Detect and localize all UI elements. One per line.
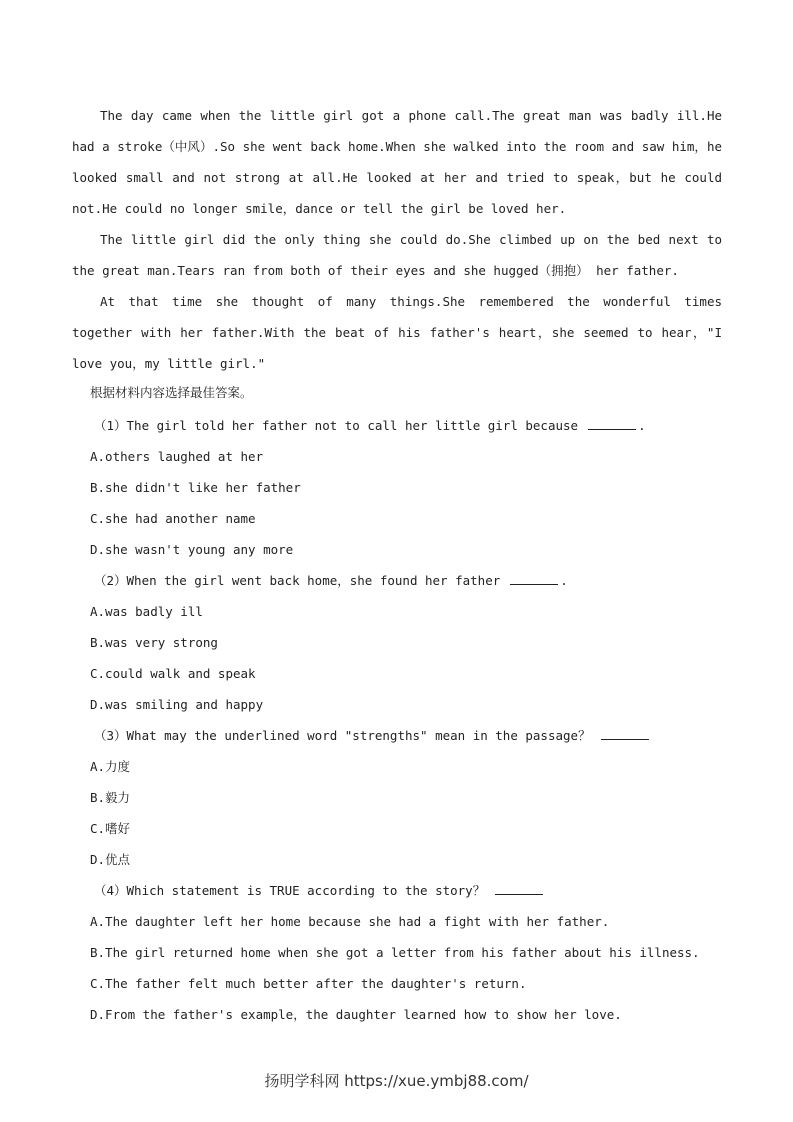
question-4-option-a: A.The daughter left her home because she had a fight with her father. bbox=[90, 914, 610, 929]
question-instruction: 根据材料内容选择最佳答案。 bbox=[90, 385, 253, 400]
question-1-option-d: D.she wasn't young any more bbox=[90, 542, 294, 557]
footer-watermark: 扬明学科网 https://xue.ymbj88.com/ bbox=[264, 1072, 529, 1090]
question-2-option-a: A.was badly ill bbox=[90, 604, 203, 619]
question-4-text: （4）Which statement is TRUE according to the story？ bbox=[94, 883, 486, 898]
answer-blank-4[interactable] bbox=[495, 882, 543, 895]
question-4-option-b: B.The girl returned home when she got a letter from his father about his illness. bbox=[90, 945, 700, 960]
question-3-option-d: D.优点 bbox=[90, 852, 131, 867]
question-1-option-b: B.she didn't like her father bbox=[90, 480, 301, 495]
passage-paragraph-1: The day came when the little girl got a phone call.The great man was badly ill.He had a stroke（中风）.So she went back home.When she walked into the room and saw him，he looked small and not strong at all.He looked at her and tried to speak，but he could not.He could no longer smile，dance or tell the girl be loved her. bbox=[72, 108, 722, 216]
question-4-option-d: D.From the father's example，the daughter learned how to show her love. bbox=[90, 1007, 622, 1022]
question-2-end: . bbox=[560, 573, 568, 588]
question-3-stem bbox=[90, 720, 730, 751]
question-1-text: （1）The girl told her father not to call her little girl because bbox=[94, 418, 579, 433]
answer-blank-2[interactable] bbox=[510, 572, 558, 585]
question-3-text: （3）What may the underlined word "strengths" mean in the passage？ bbox=[94, 728, 591, 743]
question-4-stem bbox=[90, 875, 730, 906]
reading-passage bbox=[72, 100, 722, 379]
question-3-option-a: A.力度 bbox=[90, 759, 131, 774]
question-2-stem bbox=[90, 565, 730, 596]
passage-paragraph-3: At that time she thought of many things.She remembered the wonderful times together with her father.With the beat of his father's heart，she seemed to hear，"I love you，my little girl." bbox=[72, 294, 722, 371]
question-2-option-c: C.could walk and speak bbox=[90, 666, 256, 681]
question-2-option-b: B.was very strong bbox=[90, 635, 218, 650]
question-1-option-c: C.she had another name bbox=[90, 511, 256, 526]
question-2-option-d: D.was smiling and happy bbox=[90, 697, 264, 712]
answer-blank-1[interactable] bbox=[588, 417, 636, 430]
question-4-option-c: C.The father felt much better after the daughter's return. bbox=[90, 976, 527, 991]
question-1-option-a: A.others laughed at her bbox=[90, 449, 264, 464]
question-1-end: . bbox=[638, 418, 646, 433]
question-3-option-b: B.毅力 bbox=[90, 790, 131, 805]
question-2-text: （2）When the girl went back home，she found her father bbox=[94, 573, 501, 588]
question-1-stem bbox=[90, 410, 730, 441]
question-list bbox=[90, 410, 730, 1030]
passage-paragraph-2: The little girl did the only thing she could do.She climbed up on the bed next to the great man.Tears ran from both of their eyes and she hugged（拥抱） her father. bbox=[72, 232, 722, 278]
answer-blank-3[interactable] bbox=[601, 727, 649, 740]
question-3-option-c: C.嗜好 bbox=[90, 821, 131, 836]
